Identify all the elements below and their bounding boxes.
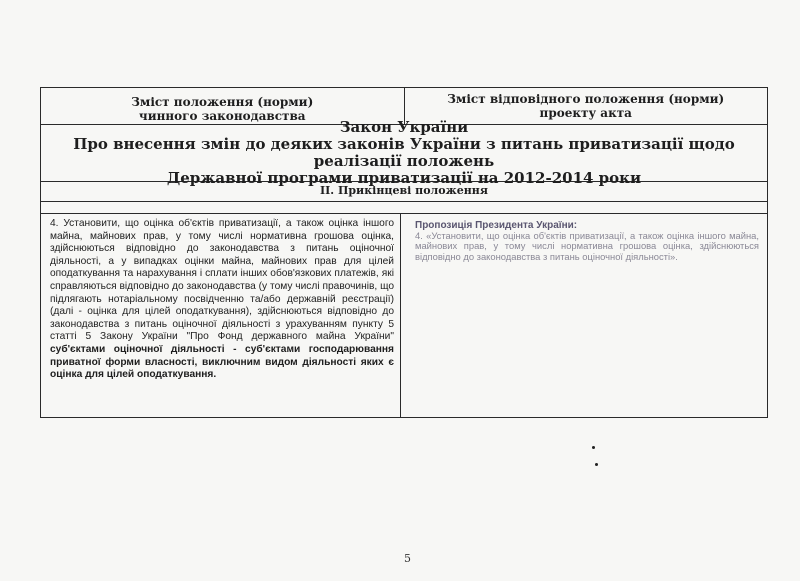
header-draft-act-line2: проекту акта	[539, 106, 632, 120]
proposal-title: Пропозиція Президента України:	[415, 220, 578, 231]
header-current-law-line1: Зміст положення (норми)	[131, 95, 314, 109]
law-title-line1: Закон України	[339, 118, 469, 136]
page-number: 5	[404, 552, 411, 565]
section-heading: II. Прикінцеві положення	[41, 182, 767, 202]
law-title-line2: Про внесення змін до деяких законів України з питань приватизації щодо реалізації положень	[73, 135, 735, 170]
current-law-text-bold: суб'єктами оціночної діяльності - суб'єктами господарювання приватної форми власності, виключним видом діяльності яких є оцінка для цілей оподаткування.	[50, 343, 394, 381]
proposal-text: 4. «Установити, що оцінка об'єктів приватизації, а також оцінка іншого майна, майнових прав, у тому числі нормативна грошова оцінка, здійснюються відповідно до законодавства з питань оціночної діяльності».	[415, 230, 759, 262]
header-draft-act-line1: Зміст відповідного положення (норми)	[447, 92, 725, 106]
current-law-text-regular: 4. Установити, що оцінка об'єктів приватизації, а також оцінка іншого майна, майнових прав, у тому числі нормативна грошова оцінка, здійснюються відповідно до законодавства з питань оціночної діяльності, а у випадках оцінки майна, майнових прав для цілей оподаткування та нарахування і сплати інших обов'язкових платежів, які справляються відповідно до законодавства (у тому числі правочинів, що підлягають нотаріальному посвідченню та/або державній реєстрації) (далі - оцінка для цілей оподаткування), здійснюються відповідно до законодавства з питань оціночної діяльності з урахуванням пункту 5 статті 5 Закону України "Про Фонд державного майна України"	[50, 218, 394, 343]
current-law-text	[41, 214, 401, 417]
scan-speck	[592, 446, 595, 449]
law-title	[41, 118, 767, 187]
table-row	[41, 214, 767, 417]
comparison-table	[40, 87, 768, 418]
spacer-row	[41, 202, 767, 214]
scan-speck	[595, 463, 598, 466]
law-title-line3: Державної програми приватизації на 2012-2014 роки	[166, 169, 642, 187]
draft-act-text	[401, 214, 767, 417]
header-current-law-line2: чинного законодавства	[138, 109, 306, 123]
